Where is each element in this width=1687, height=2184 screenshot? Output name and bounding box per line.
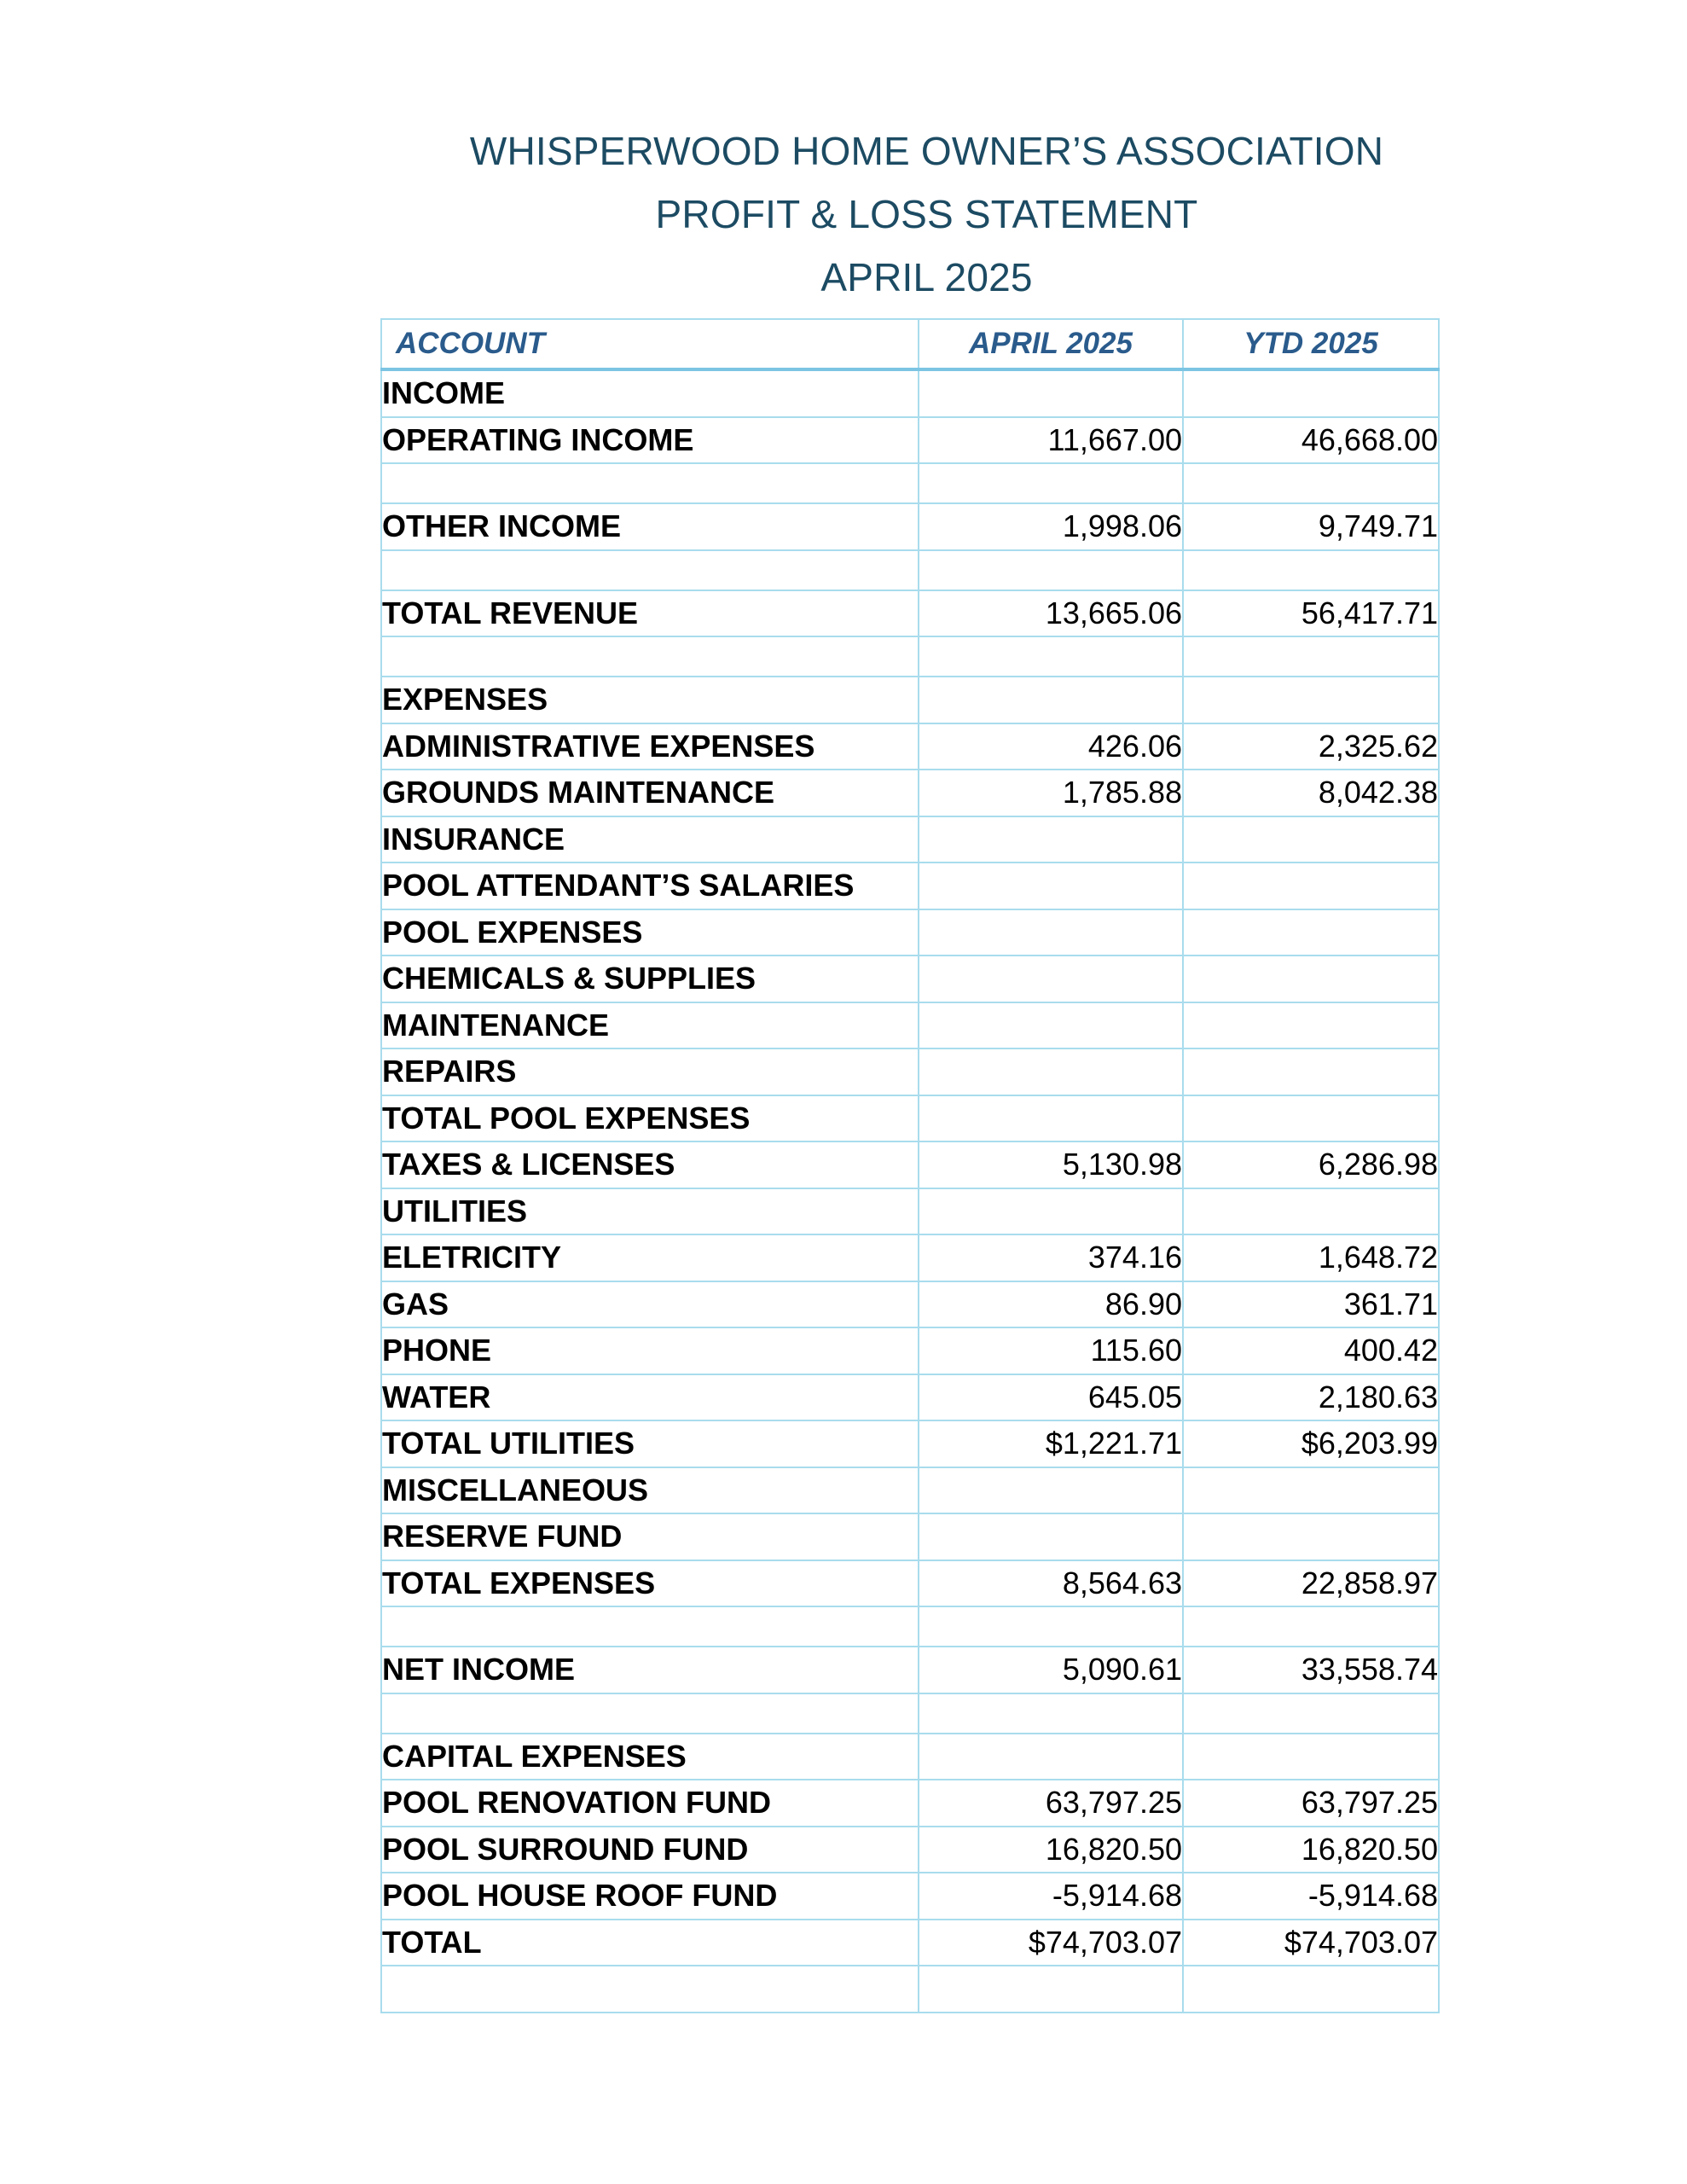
row-label: POOL EXPENSES [381,909,919,956]
april-value: 13,665.06 [919,590,1183,637]
ytd-value: 2,325.62 [1183,723,1439,770]
table-row [381,1734,1439,1780]
ytd-value [1183,1002,1439,1049]
ytd-value: 2,180.63 [1183,1374,1439,1421]
ytd-value [1183,1048,1439,1095]
row-label: POOL SURROUND FUND [381,1827,919,1873]
table-row [381,1420,1439,1467]
row-label: TOTAL EXPENSES [381,1560,919,1607]
table-row [381,816,1439,863]
table-row [381,1327,1439,1374]
april-value [919,677,1183,723]
row-label: TAXES & LICENSES [381,1141,919,1188]
ytd-value: 16,820.50 [1183,1827,1439,1873]
table-row [381,956,1439,1002]
table-row [381,503,1439,550]
profit-loss-table [380,318,1440,2013]
table-row-empty [381,636,1439,677]
row-label [381,1693,919,1734]
table-row [381,863,1439,909]
april-value [919,636,1183,677]
table-row [381,1281,1439,1328]
ytd-value-negative: -5,914.68 [1183,1873,1439,1920]
april-value: $74,703.07 [919,1920,1183,1966]
row-label: PHONE [381,1327,919,1374]
april-value [919,463,1183,503]
table-row [381,1141,1439,1188]
april-value-negative: -5,914.68 [919,1873,1183,1920]
row-label: POOL ATTENDANT’S SALARIES [381,863,919,909]
table-row-empty [381,1966,1439,2013]
statement-title-block [0,119,1687,309]
ytd-value: 6,286.98 [1183,1141,1439,1188]
row-label: ADMINISTRATIVE EXPENSES [381,723,919,770]
april-value [919,1606,1183,1647]
row-label: MISCELLANEOUS [381,1467,919,1514]
april-value: 8,564.63 [919,1560,1183,1607]
table-row [381,1048,1439,1095]
row-label: CAPITAL EXPENSES [381,1734,919,1780]
row-label: EXPENSES [381,677,919,723]
april-value [919,550,1183,590]
row-label [381,1966,919,2013]
ytd-value [1183,1606,1439,1647]
ytd-value [1183,1467,1439,1514]
ytd-value [1183,956,1439,1002]
ytd-value [1183,1966,1439,2013]
ytd-value: 9,749.71 [1183,503,1439,550]
row-label: TOTAL REVENUE [381,590,919,637]
ytd-value [1183,909,1439,956]
table-row [381,1647,1439,1693]
table-row [381,1002,1439,1049]
row-label: TOTAL POOL EXPENSES [381,1095,919,1142]
table-header-row [381,319,1439,369]
row-label: MAINTENANCE [381,1002,919,1049]
column-header-april: APRIL 2025 [919,319,1183,369]
row-label: NET INCOME [381,1647,919,1693]
row-label: POOL HOUSE ROOF FUND [381,1873,919,1920]
table-row [381,677,1439,723]
april-value [919,1095,1183,1142]
april-value [919,1002,1183,1049]
ytd-value [1183,463,1439,503]
ytd-value: 8,042.38 [1183,770,1439,816]
ytd-value: 46,668.00 [1183,417,1439,464]
april-value: 16,820.50 [919,1827,1183,1873]
april-value: 1,785.88 [919,770,1183,816]
ytd-value [1183,1095,1439,1142]
row-label [381,1606,919,1647]
table-row [381,1873,1439,1920]
ytd-value [1183,1734,1439,1780]
row-label: OPERATING INCOME [381,417,919,464]
ytd-value: 400.42 [1183,1327,1439,1374]
ytd-value: 1,648.72 [1183,1234,1439,1281]
april-value [919,369,1183,417]
statement-period: APRIL 2025 [820,255,1033,299]
april-value: 5,090.61 [919,1647,1183,1693]
ytd-value: 361.71 [1183,1281,1439,1328]
ytd-value: $6,203.99 [1183,1420,1439,1467]
ytd-value [1183,1693,1439,1734]
row-label: UTILITIES [381,1188,919,1235]
row-label: INCOME [381,369,919,417]
table-row [381,723,1439,770]
april-value [919,1966,1183,2013]
ytd-value [1183,550,1439,590]
ytd-value [1183,1513,1439,1560]
april-value: 115.60 [919,1327,1183,1374]
table-row [381,417,1439,464]
april-value: 63,797.25 [919,1780,1183,1827]
association-name: WHISPERWOOD HOME OWNER’S ASSOCIATION [469,129,1384,173]
april-value [919,816,1183,863]
row-label: TOTAL [381,1920,919,1966]
april-value [919,956,1183,1002]
april-value [919,1048,1183,1095]
row-label: RESERVE FUND [381,1513,919,1560]
table-row [381,1780,1439,1827]
ytd-value [1183,1188,1439,1235]
table-row [381,1374,1439,1421]
table-row [381,1467,1439,1514]
table-row-empty [381,550,1439,590]
table-row [381,1188,1439,1235]
ytd-value: 22,858.97 [1183,1560,1439,1607]
table-row [381,1827,1439,1873]
april-value: 86.90 [919,1281,1183,1328]
row-label: WATER [381,1374,919,1421]
column-header-ytd: YTD 2025 [1183,319,1439,369]
ytd-value: 56,417.71 [1183,590,1439,637]
ytd-value [1183,636,1439,677]
table-row [381,1920,1439,1966]
ytd-value: 33,558.74 [1183,1647,1439,1693]
row-label: INSURANCE [381,816,919,863]
row-label: ELETRICITY [381,1234,919,1281]
row-label: CHEMICALS & SUPPLIES [381,956,919,1002]
april-value [919,1467,1183,1514]
row-label [381,550,919,590]
statement-name: PROFIT & LOSS STATEMENT [655,192,1198,236]
table-row [381,1234,1439,1281]
table-row [381,369,1439,417]
row-label: TOTAL UTILITIES [381,1420,919,1467]
row-label: GAS [381,1281,919,1328]
table-row [381,1095,1439,1142]
ytd-value: $74,703.07 [1183,1920,1439,1966]
april-value: 5,130.98 [919,1141,1183,1188]
ytd-value [1183,677,1439,723]
row-label [381,463,919,503]
column-header-account: ACCOUNT [381,319,919,369]
april-value: 1,998.06 [919,503,1183,550]
table-row [381,590,1439,637]
table-row [381,909,1439,956]
april-value: $1,221.71 [919,1420,1183,1467]
april-value [919,1513,1183,1560]
april-value: 645.05 [919,1374,1183,1421]
row-label: POOL RENOVATION FUND [381,1780,919,1827]
ytd-value [1183,369,1439,417]
row-label: GROUNDS MAINTENANCE [381,770,919,816]
table-row [381,1560,1439,1607]
table-row [381,770,1439,816]
april-value [919,863,1183,909]
april-value [919,909,1183,956]
row-label [381,636,919,677]
row-label: REPAIRS [381,1048,919,1095]
ytd-value [1183,863,1439,909]
april-value [919,1693,1183,1734]
table-row-empty [381,1693,1439,1734]
april-value: 426.06 [919,723,1183,770]
ytd-value: 63,797.25 [1183,1780,1439,1827]
row-label: OTHER INCOME [381,503,919,550]
april-value: 11,667.00 [919,417,1183,464]
april-value [919,1734,1183,1780]
april-value: 374.16 [919,1234,1183,1281]
april-value [919,1188,1183,1235]
table-row [381,1513,1439,1560]
ytd-value [1183,816,1439,863]
table-row-empty [381,463,1439,503]
table-row-empty [381,1606,1439,1647]
